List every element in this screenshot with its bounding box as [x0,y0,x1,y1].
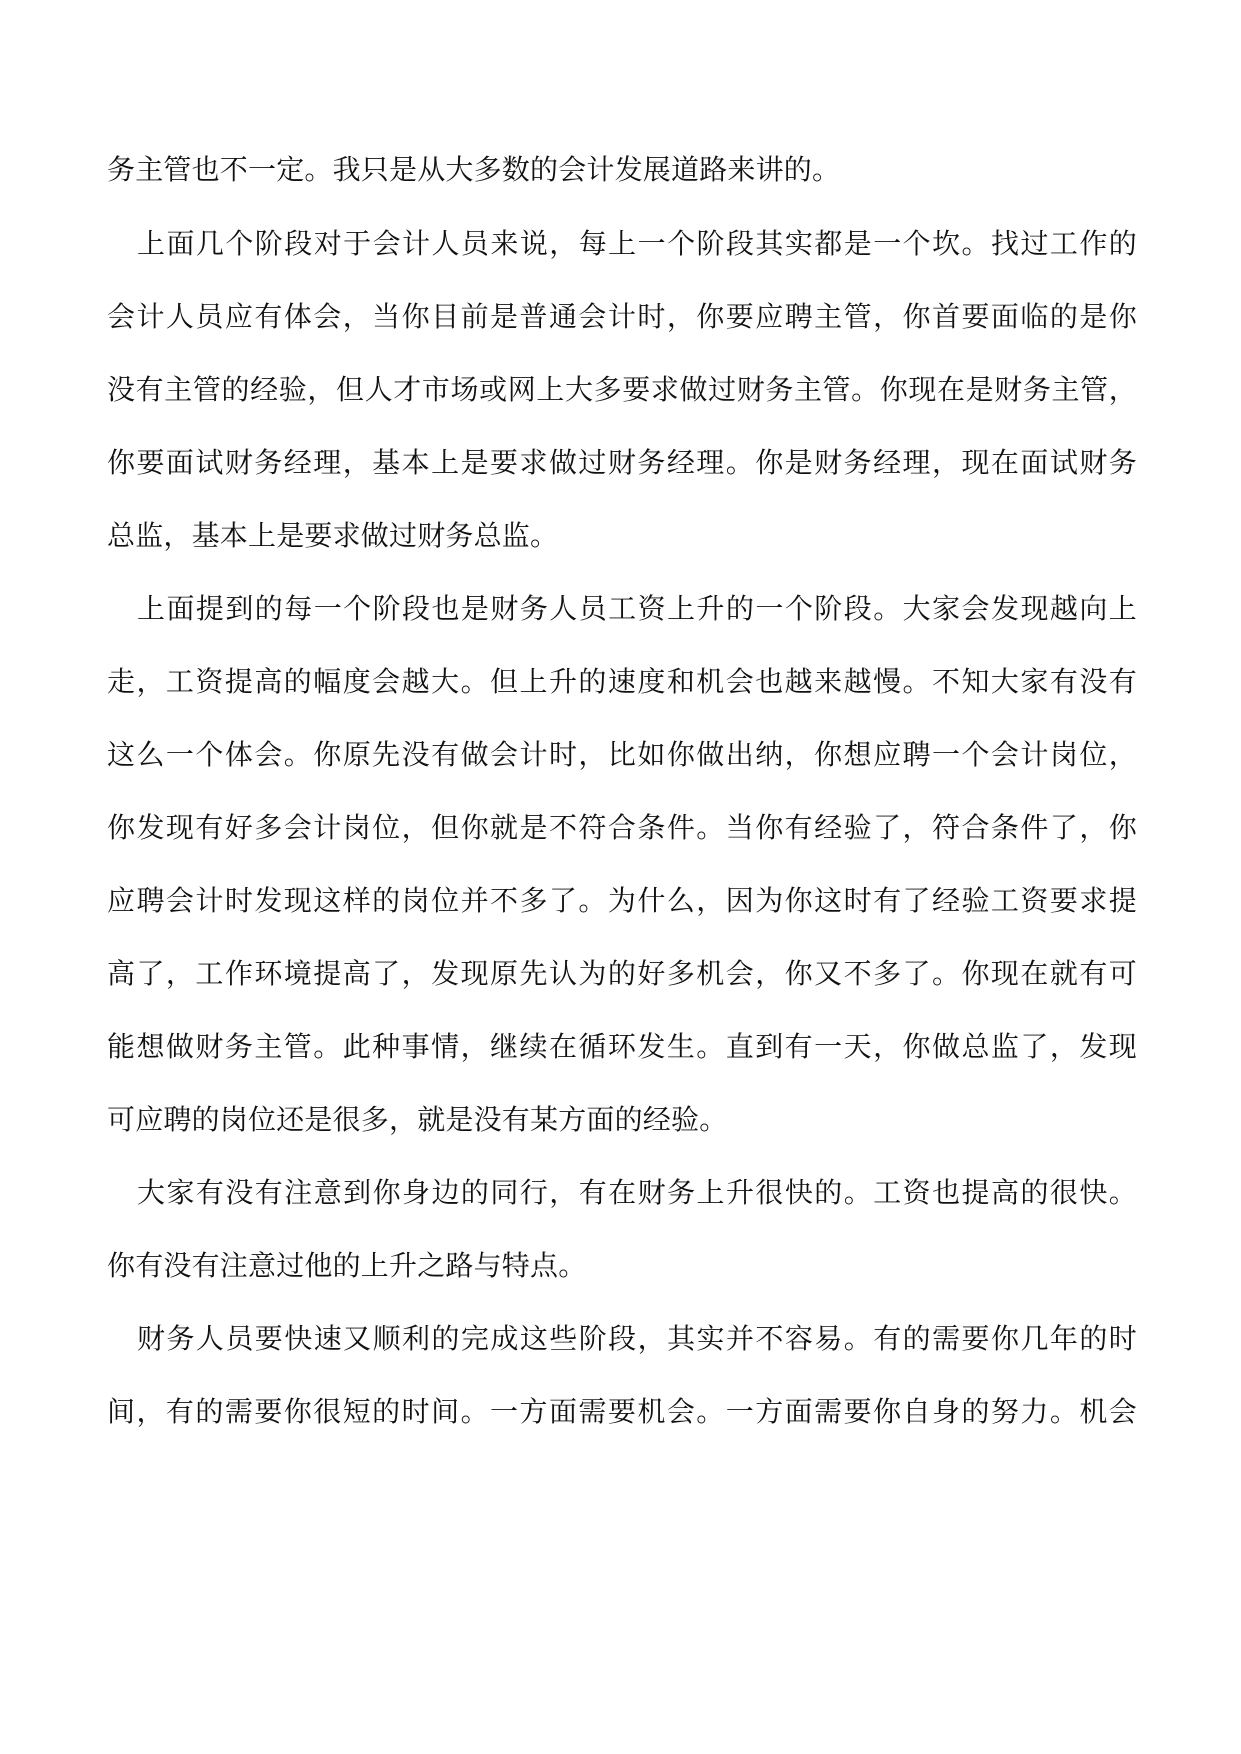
paragraph-1-line-3: 没有主管的经验，但人才市场或网上大多要求做过财务主管。你现在是财务主管， [107,373,1137,406]
paragraph-3-line-1: 大家有没有注意到你身边的同行，有在财务上升很快的。工资也提高的很快。 [137,1176,1137,1209]
paragraph-1-line-5: 总监，基本上是要求做过财务总监。 [107,519,559,552]
paragraph-2-line-6: 高了，工作环境提高了，发现原先认为的好多机会，你又不多了。你现在就有可 [107,957,1137,990]
paragraph-2-line-3: 这么一个体会。你原先没有做会计时，比如你做出纳，你想应聘一个会计岗位， [107,738,1137,771]
text-line-1: 务主管也不一定。我只是从大多数的会计发展道路来讲的。 [107,153,841,186]
paragraph-2-line-4: 你发现有好多会计岗位，但你就是不符合条件。当你有经验了，符合条件了，你 [107,811,1137,844]
paragraph-4-line-1: 财务人员要快速又顺利的完成这些阶段，其实并不容易。有的需要你几年的时 [137,1322,1137,1355]
paragraph-2-line-5: 应聘会计时发现这样的岗位并不多了。为什么，因为你这时有了经验工资要求提 [107,884,1137,917]
paragraph-1-line-1: 上面几个阶段对于会计人员来说，每上一个阶段其实都是一个坎。找过工作的 [137,227,1137,260]
paragraph-3-line-2: 你有没有注意过他的上升之路与特点。 [107,1249,587,1282]
paragraph-2-line-8: 可应聘的岗位还是很多，就是没有某方面的经验。 [107,1103,728,1136]
paragraph-2-line-7: 能想做财务主管。此种事情，继续在循环发生。直到有一天，你做总监了，发现 [107,1030,1137,1063]
paragraph-1-line-2: 会计人员应有体会，当你目前是普通会计时，你要应聘主管，你首要面临的是你 [107,300,1137,333]
paragraph-4-line-2: 间，有的需要你很短的时间。一方面需要机会。一方面需要你自身的努力。机会 [107,1395,1137,1428]
paragraph-1-line-4: 你要面试财务经理，基本上是要求做过财务经理。你是财务经理，现在面试财务 [107,446,1137,479]
paragraph-2-line-1: 上面提到的每一个阶段也是财务人员工资上升的一个阶段。大家会发现越向上 [137,592,1137,625]
paragraph-2-line-2: 走，工资提高的幅度会越大。但上升的速度和机会也越来越慢。不知大家有没有 [107,665,1137,698]
